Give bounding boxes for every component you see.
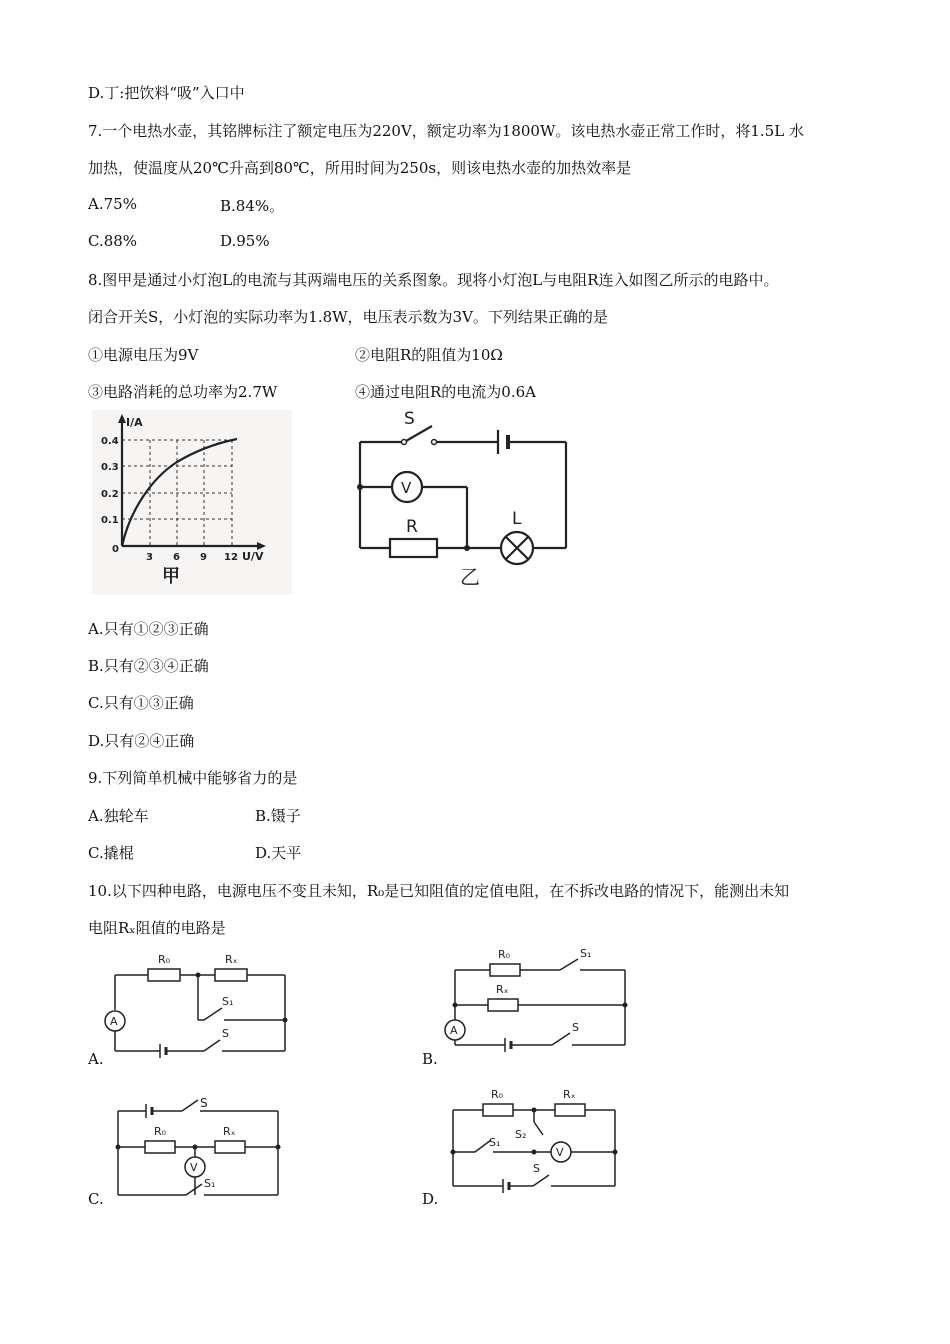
switch-s1 <box>186 1184 202 1195</box>
label-s2: S₂ <box>515 1128 527 1141</box>
label-voltmeter: V <box>190 1161 198 1174</box>
q10-option-b-label: B. <box>422 1050 438 1068</box>
switch-label: S <box>404 409 415 429</box>
label-s: S <box>200 1096 208 1110</box>
label-ammeter: A <box>110 1015 118 1028</box>
y-tick-label: 0.2 <box>101 489 119 500</box>
q9-option-a: A.独轮车 <box>88 807 149 825</box>
q7-stem-line1: 7.一个电热水壶，其铭牌标注了额定电压为220V，额定功率为1800W。该电热水壶正常工作时，将1.5L 水 <box>88 122 804 140</box>
label-s1: S₁ <box>489 1136 501 1149</box>
q8-statement-2: ②电阻R的阻值为10Ω <box>355 346 503 364</box>
q7-option-d: D.95% <box>220 232 270 250</box>
figure-yi-circuit <box>340 409 585 589</box>
label-s: S <box>572 1021 579 1034</box>
x-tick-label: 12 <box>224 552 238 563</box>
label-r0: R₀ <box>158 953 171 966</box>
q9-stem: 9.下列简单机械中能够省力的是 <box>88 769 298 787</box>
switch-s <box>533 1175 549 1186</box>
label-r0: R₀ <box>154 1125 167 1138</box>
q9-option-b: B.镊子 <box>255 807 301 825</box>
resistor-rx <box>555 1104 585 1116</box>
figure-jia-iu-graph <box>92 410 292 595</box>
q7-option-b: B.84%。 <box>220 197 285 215</box>
q10-circuit-a <box>100 945 300 1063</box>
q9-option-d: D.天平 <box>255 844 302 862</box>
origin-label: 0 <box>112 544 119 555</box>
q10-stem-line2: 电阻Rₓ阻值的电路是 <box>88 919 226 937</box>
q8-statement-3: ③电路消耗的总功率为2.7W <box>88 383 278 401</box>
q8-stem-line1: 8.图甲是通过小灯泡L的电流与其两端电压的关系图象。现将小灯泡L与电阻R连入如图乙所示的电路中。 <box>88 271 779 289</box>
resistor-r0 <box>483 1104 513 1116</box>
q8-option-b: B.只有②③④正确 <box>88 657 209 675</box>
label-s: S <box>533 1162 540 1175</box>
resistor-rx <box>215 969 247 981</box>
label-s1: S₁ <box>204 1177 216 1190</box>
q7-stem-line2: 加热，使温度从20℃升高到80℃，所用时间为250s，则该电热水壶的加热效率是 <box>88 159 632 177</box>
q8-statement-4: ④通过电阻R的电流为0.6A <box>355 383 536 401</box>
q6-option-d: D.丁:把饮料“吸”入口中 <box>88 84 245 102</box>
label-rx: Rₓ <box>563 1088 576 1101</box>
y-axis-label: I/A <box>126 416 143 429</box>
label-s1: S₁ <box>580 947 592 960</box>
label-rx: Rₓ <box>225 953 238 966</box>
q8-option-a: A.只有①②③正确 <box>88 620 209 638</box>
resistor-rx <box>215 1141 245 1153</box>
q10-circuit-c <box>110 1095 300 1210</box>
x-tick-label: 3 <box>146 552 153 563</box>
q8-option-c: C.只有①③正确 <box>88 694 194 712</box>
q10-option-c-label: C. <box>88 1190 104 1208</box>
label-r0: R₀ <box>498 948 511 961</box>
y-tick-label: 0.3 <box>101 462 119 473</box>
resistor-r0 <box>145 1141 175 1153</box>
y-tick-label: 0.1 <box>101 515 119 526</box>
label-voltmeter: V <box>556 1146 564 1159</box>
resistor-r0 <box>490 964 520 976</box>
x-axis-label: U/V <box>242 550 264 563</box>
label-rx: Rₓ <box>223 1125 236 1138</box>
q7-option-a: A.75% <box>88 195 137 213</box>
resistor-r <box>390 539 437 557</box>
switch-s2 <box>534 1122 543 1135</box>
voltmeter-label: V <box>401 479 412 497</box>
label-r0: R₀ <box>491 1088 504 1101</box>
x-tick-label: 6 <box>173 552 180 563</box>
figure-jia-caption: 甲 <box>162 566 180 587</box>
switch-s <box>182 1100 198 1111</box>
resistor-r0 <box>148 969 180 981</box>
label-s1: S₁ <box>222 995 234 1008</box>
switch-s1 <box>560 959 578 970</box>
q7-option-c: C.88% <box>88 232 138 250</box>
label-s: S <box>222 1027 229 1040</box>
q8-stem-line2: 闭合开关S，小灯泡的实际功率为1.8W，电压表示数为3V。下列结果正确的是 <box>88 308 608 326</box>
x-tick-label: 9 <box>200 552 207 563</box>
lamp-label: L <box>512 509 522 529</box>
switch-s <box>552 1033 570 1045</box>
resistor-label: R <box>406 517 418 537</box>
q10-option-d-label: D. <box>422 1190 439 1208</box>
switch-s1 <box>204 1008 222 1020</box>
q10-stem-line1: 10.以下四种电路，电源电压不变且未知，R₀是已知阻值的定值电阻，在不拆改电路的情况下，能测出未知 <box>88 882 790 900</box>
resistor-rx <box>488 999 518 1011</box>
q10-circuit-d <box>445 1080 635 1205</box>
switch-s <box>204 1040 220 1051</box>
label-ammeter: A <box>450 1024 458 1037</box>
q10-option-a-label: A. <box>88 1050 104 1068</box>
y-tick-label: 0.4 <box>101 436 119 447</box>
q10-circuit-b <box>440 945 640 1063</box>
figure-yi-caption: 乙 <box>460 565 480 589</box>
q8-statement-1: ①电源电压为9V <box>88 346 199 364</box>
q9-option-c: C.撬棍 <box>88 844 134 862</box>
q8-option-d: D.只有②④正确 <box>88 732 195 750</box>
label-rx: Rₓ <box>496 983 509 996</box>
